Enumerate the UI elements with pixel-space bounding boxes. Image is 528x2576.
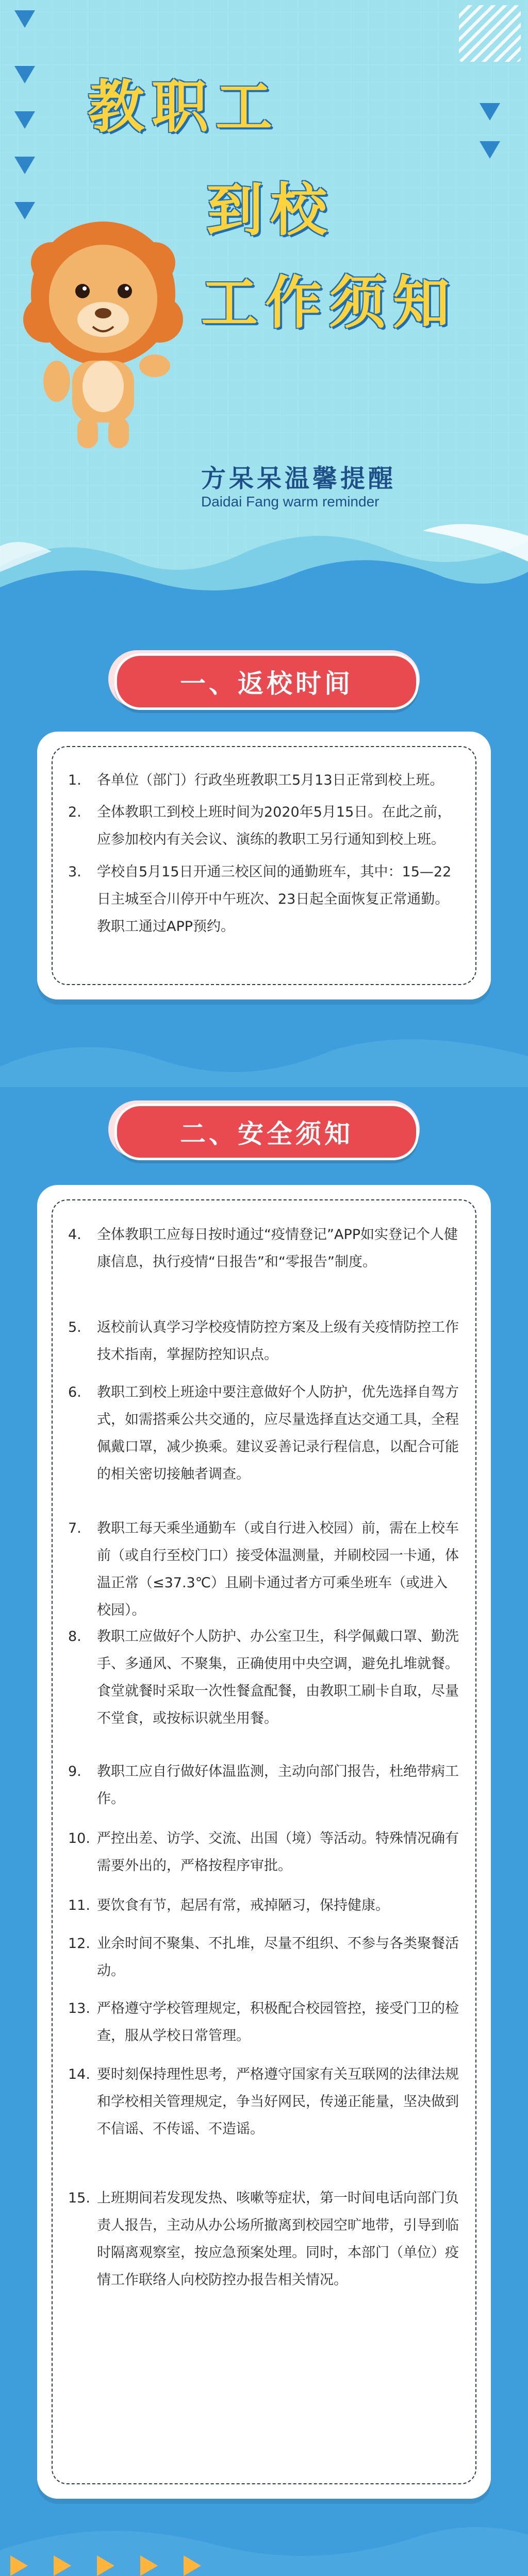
list-item-text: 教职工到校上班途中要注意做好个人防护，优先选择自驾方式，如需搭乘公共交通的，应尽量选择直达交通工具，全程佩戴口罩，减少换乘。建议妥善记录行程信息，以配合可能的相关密切接触者调查。 (97, 1384, 459, 1482)
decor-stripe-pattern (459, 5, 521, 62)
decor-arrow-icon (10, 2555, 28, 2576)
list-item-text: 严控出差、访学、交流、出国（境）等活动。特殊情况确有需要外出的，严格按程序审批。 (97, 1831, 459, 1874)
title-line-3: 工作须知 (201, 270, 457, 336)
decor-arrow-icon (97, 2555, 114, 2576)
decor-triangle-icon (14, 66, 35, 83)
hero-banner (0, 0, 528, 608)
list-item-number: 7. (68, 1520, 81, 1536)
list-item-number: 14. (68, 2066, 90, 2082)
list-item-number: 4. (68, 1227, 81, 1243)
list-item-number: 11. (68, 1897, 90, 1913)
footer-wave-decor (0, 2514, 528, 2576)
list-item-text: 各单位（部门）行政坐班教职工5月13日正常到校上班。 (97, 772, 444, 788)
list-item (68, 1314, 460, 1368)
list-item-text: 业余时间不聚集、不扎堆，尽量不组织、不参与各类聚餐活动。 (97, 1936, 459, 1979)
list-item (68, 1623, 460, 1732)
list-item (68, 767, 460, 794)
list-item-number: 15. (68, 2190, 90, 2206)
list-item (68, 1379, 460, 1488)
section1-heading-text: 一、返校时间 (180, 669, 353, 699)
list-item-number: 9. (68, 1764, 81, 1780)
list-item-number: 12. (68, 1936, 90, 1952)
section2-heading-text: 二、安全须知 (180, 1119, 353, 1149)
list-item (68, 1515, 460, 1624)
wave-decor (0, 1025, 528, 1087)
title-line-2: 到校 (206, 177, 334, 243)
section2-heading (114, 1104, 419, 1160)
list-item-number: 6. (68, 1384, 81, 1400)
list-item-text: 全体教职工到校上班时间为2020年5月15日。在此之前，应参加校内有关会议、演练的教职工另行通知到校上班。 (97, 804, 452, 848)
list-item (68, 2061, 460, 2143)
decor-triangle-icon (480, 141, 500, 159)
list-item (68, 1758, 460, 1812)
list-item-text: 要时刻保持理性思考，严格遵守国家有关互联网的法律法规和学校相关管理规定，争当好网民，传递正能量，坚决做到不信谣、不传谣、不造谣。 (97, 2066, 459, 2137)
list-item-text: 要饮食有节，起居有常，戒掉陋习，保持健康。 (97, 1897, 389, 1913)
section1-heading (114, 653, 419, 710)
list-item-text: 上班期间若发现发热、咳嗽等症状，第一时间电话向部门负责人报告，主动从办公场所撤离到校园空旷地带，引导到临时隔离观察室，按应急预案处理。同时，本部门（单位）疫情工作联络人向校防控办报告相关情况。 (97, 2190, 459, 2288)
list-item-text: 严格遵守学校管理规定，积极配合校园管控，接受门卫的检查，服从学校日常管理。 (97, 2001, 459, 2044)
decor-triangle-icon (14, 10, 35, 28)
list-item-text: 教职工每天乘坐通勤车（或自行进入校园）前，需在上校车前（或自行至校门口）接受体温测量，并刷校园一卡通，体温正常（≤37.3℃）且刷卡通过者方可乘坐班车（或进入校园）。 (97, 1520, 459, 1618)
lion-mascot-icon (15, 216, 196, 459)
list-item-text: 学校自5月15日开通三校区间的通勤班车，其中：15—22日主城至合川停开中午班次、23日起全面恢复正常通勤。教职工通过APP预约。 (97, 864, 452, 935)
list-item-number: 3. (68, 864, 81, 880)
list-item-number: 10. (68, 1831, 90, 1846)
list-item (68, 2184, 460, 2294)
decor-triangle-icon (480, 103, 500, 121)
list-item (68, 1221, 460, 1276)
decor-triangle-icon (14, 111, 35, 129)
decor-arrow-icon (184, 2555, 201, 2576)
tagline: 方呆呆温馨提醒 (201, 464, 397, 493)
tagline-en: Daidai Fang warm reminder (201, 494, 380, 510)
section1-card (37, 732, 491, 999)
list-item-number: 13. (68, 2001, 90, 2016)
list-item (68, 1930, 460, 1985)
list-item-number: 2. (68, 804, 81, 820)
list-item (68, 858, 460, 940)
list-item-text: 教职工应自行做好体温监测，主动向部门报告，杜绝带病工作。 (97, 1764, 459, 1807)
list-item-number: 8. (68, 1629, 81, 1645)
list-item (68, 1995, 460, 2049)
list-item-number: 1. (68, 772, 81, 788)
decor-triangle-icon (14, 157, 35, 174)
title-line-1: 教职工 (88, 74, 279, 140)
list-item (68, 1825, 460, 1879)
list-item-number: 5. (68, 1319, 81, 1335)
list-item (68, 799, 460, 853)
cloud-wave-decor (0, 520, 528, 608)
list-item-text: 全体教职工应每日按时通过“疫情登记”APP如实登记个人健康信息，执行疫情“日报告”和“零报告”制度。 (97, 1227, 458, 1270)
decor-arrow-icon (54, 2555, 71, 2576)
list-item-text: 返校前认真学习学校疫情防控方案及上级有关疫情防控工作技术指南，掌握防控知识点。 (97, 1319, 459, 1363)
list-item (68, 1892, 460, 1919)
decor-arrow-icon (140, 2555, 158, 2576)
list-item-text: 教职工应做好个人防护、办公室卫生，科学佩戴口罩、勤洗手、多通风、不聚集，正确使用中央空调，避免扎堆就餐。食堂就餐时采取一次性餐盒配餐，由教职工刷卡自取，尽量不堂食，或按标识就坐用餐。 (97, 1629, 459, 1726)
section2-card (37, 1185, 491, 2499)
